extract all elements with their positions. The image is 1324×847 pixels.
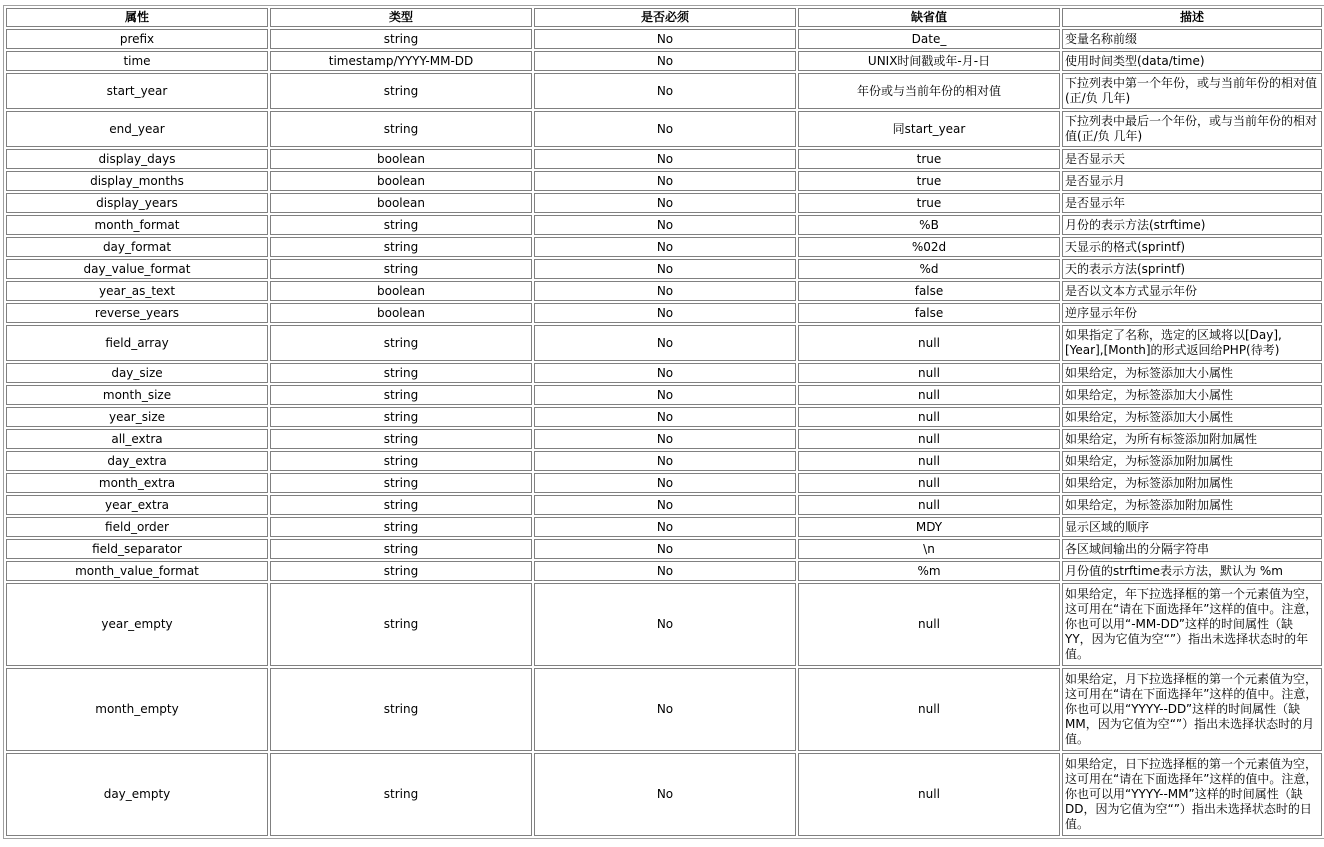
- cell-type: boolean: [270, 303, 532, 323]
- cell-default: false: [798, 303, 1060, 323]
- header-description: 描述: [1062, 8, 1322, 27]
- cell-default: 年份或与当前年份的相对值: [798, 73, 1060, 109]
- cell-required: No: [534, 495, 796, 515]
- table-row: [6, 215, 1322, 235]
- cell-default: null: [798, 363, 1060, 383]
- cell-type: string: [270, 215, 532, 235]
- cell-default: %d: [798, 259, 1060, 279]
- cell-attribute: year_size: [6, 407, 268, 427]
- cell-required: No: [534, 259, 796, 279]
- cell-default: null: [798, 495, 1060, 515]
- cell-type: string: [270, 363, 532, 383]
- cell-description: 下拉列表中最后一个年份，或与当前年份的相对值(正/负 几年): [1062, 111, 1322, 147]
- cell-default: null: [798, 753, 1060, 836]
- cell-required: No: [534, 753, 796, 836]
- cell-default: null: [798, 429, 1060, 449]
- table-row: [6, 753, 1322, 836]
- cell-default: null: [798, 451, 1060, 471]
- cell-type: string: [270, 451, 532, 471]
- cell-description: 变量名称前缀: [1062, 29, 1322, 49]
- cell-required: No: [534, 303, 796, 323]
- cell-required: No: [534, 73, 796, 109]
- cell-required: No: [534, 111, 796, 147]
- cell-attribute: day_value_format: [6, 259, 268, 279]
- header-attribute: 属性: [6, 8, 268, 27]
- table-row: [6, 193, 1322, 213]
- cell-attribute: display_months: [6, 171, 268, 191]
- table-row: [6, 429, 1322, 449]
- cell-required: No: [534, 193, 796, 213]
- cell-attribute: day_format: [6, 237, 268, 257]
- cell-attribute: year_extra: [6, 495, 268, 515]
- cell-required: No: [534, 51, 796, 71]
- cell-type: string: [270, 561, 532, 581]
- table-row: [6, 473, 1322, 493]
- cell-attribute: prefix: [6, 29, 268, 49]
- cell-description: 如果给定，年下拉选择框的第一个元素值为空，这可用在“请在下面选择年”这样的值中。注意，你也可以用“-MM-DD”这样的时间属性（缺YY，因为它值为空“”）指出未选择状态时的年值。: [1062, 583, 1322, 666]
- table-row: [6, 29, 1322, 49]
- cell-required: No: [534, 429, 796, 449]
- cell-required: No: [534, 451, 796, 471]
- cell-required: No: [534, 29, 796, 49]
- cell-attribute: field_separator: [6, 539, 268, 559]
- cell-attribute: day_empty: [6, 753, 268, 836]
- cell-description: 是否显示天: [1062, 149, 1322, 169]
- cell-type: string: [270, 583, 532, 666]
- cell-description: 各区域间输出的分隔字符串: [1062, 539, 1322, 559]
- cell-type: string: [270, 429, 532, 449]
- cell-description: 如果给定，为标签添加大小属性: [1062, 385, 1322, 405]
- table-row: [6, 495, 1322, 515]
- cell-type: string: [270, 29, 532, 49]
- cell-required: No: [534, 561, 796, 581]
- table-row: [6, 149, 1322, 169]
- table-row: [6, 668, 1322, 751]
- cell-description: 如果给定，为标签添加大小属性: [1062, 363, 1322, 383]
- cell-required: No: [534, 215, 796, 235]
- cell-required: No: [534, 325, 796, 361]
- cell-type: string: [270, 539, 532, 559]
- table-row: [6, 171, 1322, 191]
- cell-description: 如果给定，为标签添加附加属性: [1062, 473, 1322, 493]
- cell-type: string: [270, 237, 532, 257]
- cell-default: null: [798, 325, 1060, 361]
- cell-description: 是否以文本方式显示年份: [1062, 281, 1322, 301]
- cell-description: 显示区域的顺序: [1062, 517, 1322, 537]
- cell-default: Date_: [798, 29, 1060, 49]
- cell-type: boolean: [270, 171, 532, 191]
- cell-description: 是否显示年: [1062, 193, 1322, 213]
- table-row: [6, 237, 1322, 257]
- cell-required: No: [534, 363, 796, 383]
- table-row: [6, 73, 1322, 109]
- table-row: [6, 583, 1322, 666]
- cell-required: No: [534, 539, 796, 559]
- cell-required: No: [534, 237, 796, 257]
- table-row: [6, 517, 1322, 537]
- table-row: [6, 407, 1322, 427]
- cell-default: null: [798, 385, 1060, 405]
- cell-attribute: year_as_text: [6, 281, 268, 301]
- table-header-row: [6, 8, 1322, 27]
- cell-default: true: [798, 149, 1060, 169]
- cell-attribute: display_days: [6, 149, 268, 169]
- cell-description: 如果指定了名称，选定的区域将以[Day],[Year],[Month]的形式返回给PHP(待考): [1062, 325, 1322, 361]
- table-row: [6, 385, 1322, 405]
- cell-attribute: month_format: [6, 215, 268, 235]
- cell-default: %m: [798, 561, 1060, 581]
- cell-default: %02d: [798, 237, 1060, 257]
- header-required: 是否必须: [534, 8, 796, 27]
- cell-default: \n: [798, 539, 1060, 559]
- table-row: [6, 281, 1322, 301]
- cell-default: null: [798, 407, 1060, 427]
- cell-default: null: [798, 668, 1060, 751]
- cell-type: string: [270, 753, 532, 836]
- cell-description: 月份的表示方法(strftime): [1062, 215, 1322, 235]
- cell-attribute: day_extra: [6, 451, 268, 471]
- cell-required: No: [534, 171, 796, 191]
- cell-description: 如果给定，月下拉选择框的第一个元素值为空，这可用在“请在下面选择年”这样的值中。注意，你也可以用“YYYY--DD”这样的时间属性（缺MM，因为它值为空“”）指出未选择状态时的月值。: [1062, 668, 1322, 751]
- cell-description: 是否显示月: [1062, 171, 1322, 191]
- cell-required: No: [534, 668, 796, 751]
- cell-type: boolean: [270, 149, 532, 169]
- table-row: [6, 451, 1322, 471]
- cell-attribute: display_years: [6, 193, 268, 213]
- cell-attribute: month_empty: [6, 668, 268, 751]
- cell-required: No: [534, 281, 796, 301]
- cell-type: string: [270, 259, 532, 279]
- cell-attribute: month_extra: [6, 473, 268, 493]
- cell-description: 使用时间类型(data/time): [1062, 51, 1322, 71]
- cell-type: string: [270, 495, 532, 515]
- table-row: [6, 259, 1322, 279]
- cell-description: 月份值的strftime表示方法，默认为 %m: [1062, 561, 1322, 581]
- cell-attribute: month_size: [6, 385, 268, 405]
- cell-description: 如果给定，日下拉选择框的第一个元素值为空，这可用在“请在下面选择年”这样的值中。注意，你也可以用“YYYY--MM”这样的时间属性（缺DD，因为它值为空“”）指出未选择状态时的日值。: [1062, 753, 1322, 836]
- cell-attribute: end_year: [6, 111, 268, 147]
- cell-default: true: [798, 171, 1060, 191]
- cell-description: 如果给定，为标签添加附加属性: [1062, 495, 1322, 515]
- cell-attribute: time: [6, 51, 268, 71]
- cell-type: boolean: [270, 193, 532, 213]
- header-default: 缺省值: [798, 8, 1060, 27]
- cell-default: 同start_year: [798, 111, 1060, 147]
- table-row: [6, 51, 1322, 71]
- cell-type: string: [270, 407, 532, 427]
- cell-description: 逆序显示年份: [1062, 303, 1322, 323]
- cell-type: string: [270, 111, 532, 147]
- table-row: [6, 561, 1322, 581]
- cell-attribute: month_value_format: [6, 561, 268, 581]
- cell-required: No: [534, 473, 796, 493]
- cell-type: string: [270, 668, 532, 751]
- cell-required: No: [534, 517, 796, 537]
- table-row: [6, 539, 1322, 559]
- cell-type: string: [270, 325, 532, 361]
- cell-description: 天的表示方法(sprintf): [1062, 259, 1322, 279]
- table-row: [6, 303, 1322, 323]
- cell-required: No: [534, 407, 796, 427]
- cell-attribute: day_size: [6, 363, 268, 383]
- cell-default: null: [798, 473, 1060, 493]
- table-row: [6, 363, 1322, 383]
- attribute-table: [3, 5, 1324, 839]
- cell-default: false: [798, 281, 1060, 301]
- cell-default: true: [798, 193, 1060, 213]
- cell-required: No: [534, 583, 796, 666]
- table-row: [6, 111, 1322, 147]
- cell-attribute: field_order: [6, 517, 268, 537]
- cell-attribute: all_extra: [6, 429, 268, 449]
- cell-type: string: [270, 73, 532, 109]
- cell-type: string: [270, 385, 532, 405]
- cell-description: 如果给定，为标签添加附加属性: [1062, 451, 1322, 471]
- cell-default: null: [798, 583, 1060, 666]
- cell-default: %B: [798, 215, 1060, 235]
- cell-attribute: reverse_years: [6, 303, 268, 323]
- cell-description: 天显示的格式(sprintf): [1062, 237, 1322, 257]
- table-row: [6, 325, 1322, 361]
- cell-type: string: [270, 473, 532, 493]
- cell-attribute: start_year: [6, 73, 268, 109]
- cell-description: 如果给定，为所有标签添加附加属性: [1062, 429, 1322, 449]
- cell-default: UNIX时间戳或年-月-日: [798, 51, 1060, 71]
- header-type: 类型: [270, 8, 532, 27]
- cell-type: string: [270, 517, 532, 537]
- cell-attribute: year_empty: [6, 583, 268, 666]
- cell-default: MDY: [798, 517, 1060, 537]
- cell-required: No: [534, 385, 796, 405]
- cell-type: boolean: [270, 281, 532, 301]
- cell-description: 下拉列表中第一个年份，或与当前年份的相对值(正/负 几年): [1062, 73, 1322, 109]
- cell-description: 如果给定，为标签添加大小属性: [1062, 407, 1322, 427]
- cell-attribute: field_array: [6, 325, 268, 361]
- cell-type: timestamp/YYYY-MM-DD: [270, 51, 532, 71]
- cell-required: No: [534, 149, 796, 169]
